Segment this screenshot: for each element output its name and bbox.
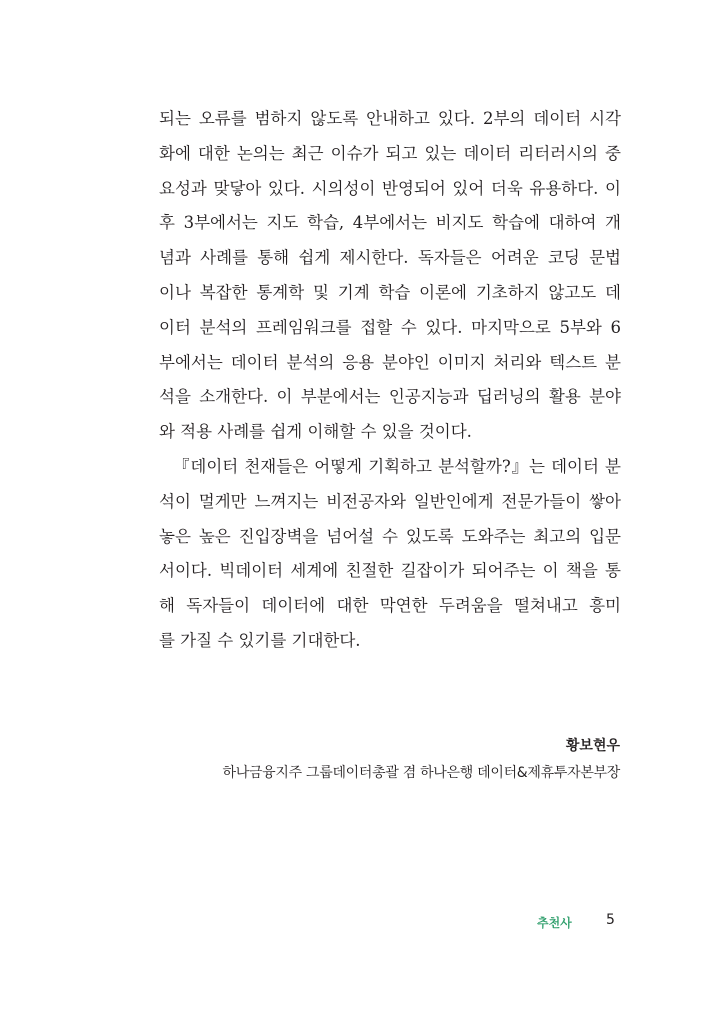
body-line: 이터 분석의 프레임워크를 접할 수 있다. 마지막으로 5부와 6 xyxy=(159,317,621,337)
body-line: 이나 복잡한 통계학 및 기계 학습 이론에 기초하지 않고도 데 xyxy=(159,282,621,302)
body-line: 해 독자들이 데이터에 대한 막연한 두려움을 떨쳐내고 흥미 xyxy=(159,596,621,616)
body-line: 『데이터 천재들은 어떻게 기획하고 분석할까?』는 데이터 분 xyxy=(173,456,621,476)
section-label: 추천사 xyxy=(537,916,572,930)
body-line: 석이 멀게만 느껴지는 비전공자와 일반인에게 전문가들이 쌓아 xyxy=(159,491,621,511)
author-title: 하나금융지주 그룹데이터총괄 겸 하나은행 데이터&제휴투자본부장 xyxy=(222,765,620,781)
page-number: 5 xyxy=(606,912,615,928)
body-line: 화에 대한 논의는 최근 이슈가 되고 있는 데이터 리터러시의 중 xyxy=(159,143,621,163)
body-line: 와 적용 사례를 쉽게 이해할 수 있을 것이다. xyxy=(159,422,472,442)
body-line: 놓은 높은 진입장벽을 넘어설 수 있도록 도와주는 최고의 입문 xyxy=(159,526,621,546)
recommendation-body xyxy=(159,102,621,659)
author-name: 황보현우 xyxy=(565,738,620,754)
body-line: 석을 소개한다. 이 부분에서는 인공지능과 딥러닝의 활용 분야 xyxy=(159,387,621,407)
body-line: 요성과 맞닿아 있다. 시의성이 반영되어 있어 더욱 유용하다. 이 xyxy=(159,178,621,198)
body-line: 후 3부에서는 지도 학습, 4부에서는 비지도 학습에 대하여 개 xyxy=(159,213,621,233)
body-line: 를 가질 수 있기를 기대한다. xyxy=(159,630,361,650)
body-line: 부에서는 데이터 분석의 응용 분야인 이미지 처리와 텍스트 분 xyxy=(159,352,621,372)
body-line: 념과 사례를 통해 쉽게 제시한다. 독자들은 어려운 코딩 문법 xyxy=(159,248,621,268)
body-line: 서이다. 빅데이터 세계에 친절한 길잡이가 되어주는 이 책을 통 xyxy=(159,561,621,581)
body-line: 되는 오류를 범하지 않도록 안내하고 있다. 2부의 데이터 시각 xyxy=(159,109,621,128)
